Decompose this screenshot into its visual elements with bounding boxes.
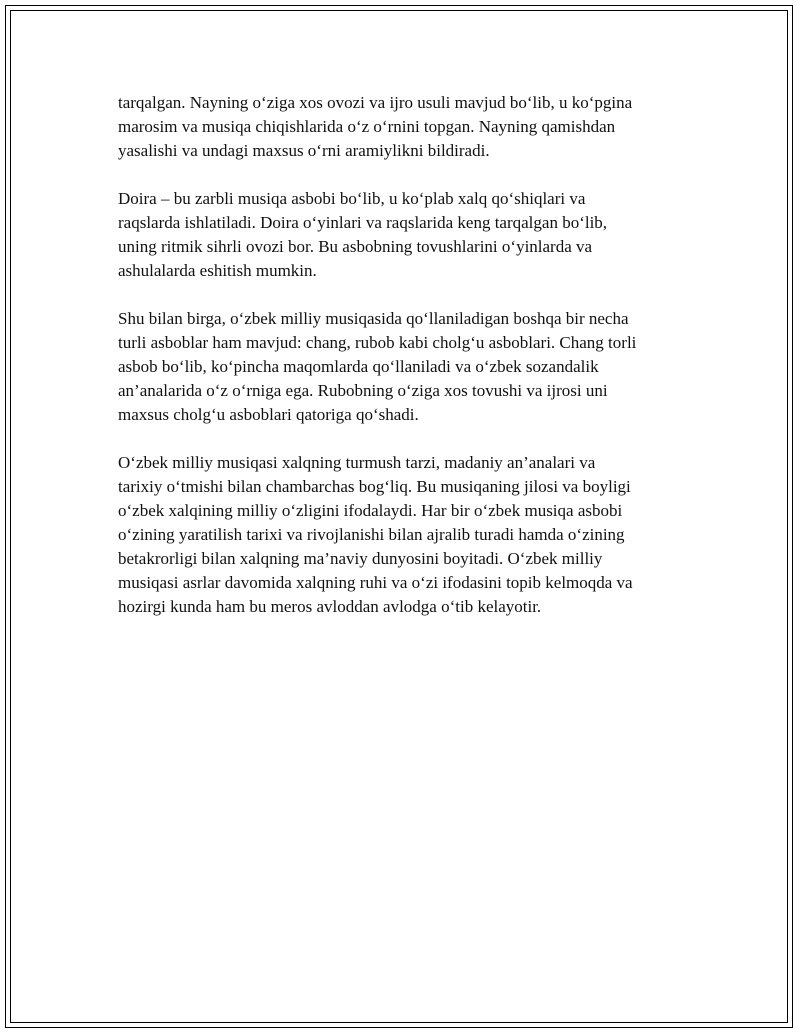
- text-line: Shu bilan birga, o‘zbek milliy musiqasida qo‘llaniladigan boshqa bir necha: [118, 309, 629, 328]
- text-line: musiqasi asrlar davomida xalqning ruhi va o‘zi ifodasini topib kelmoqda va: [118, 573, 633, 592]
- text-line: an’analarida o‘z o‘rniga ega. Rubobning o‘ziga xos tovushi va ijrosi uni: [118, 381, 608, 400]
- text-line: uning ritmik sihrli ovozi bor. Bu asbobning tovushlarini o‘yinlarda va: [118, 237, 593, 256]
- text-line: maxsus cholg‘u asboblari qatoriga qo‘shadi.: [118, 405, 419, 424]
- text-line: raqslarda ishlatiladi. Doira o‘yinlari va raqslarida keng tarqalgan bo‘lib,: [118, 213, 608, 232]
- text-line: asbob bo‘lib, ko‘pincha maqomlarda qo‘llaniladi va o‘zbek sozandalik: [118, 357, 599, 376]
- paragraph-nay: [118, 91, 698, 163]
- text-line: Doira – bu zarbli musiqa asbobi bo‘lib, u ko‘plab xalq qo‘shiqlari va: [118, 189, 586, 208]
- paragraph-doira: [118, 187, 698, 283]
- text-line: yasalishi va undagi maxsus o‘rni aramiylikni bildiradi.: [118, 141, 490, 160]
- text-line: betakrorligi bilan xalqning ma’naviy dunyosini boyitadi. O‘zbek milliy: [118, 549, 603, 568]
- text-line: o‘zbek xalqining milliy o‘zligini ifodalaydi. Har bir o‘zbek musiqa asbobi: [118, 501, 623, 520]
- paragraph-conclusion: [118, 451, 698, 619]
- text-line: ashulalarda eshitish mumkin.: [118, 261, 317, 280]
- text-line: tarixiy o‘tmishi bilan chambarchas bog‘liq. Bu musiqaning jilosi va boyligi: [118, 477, 631, 496]
- text-line: O‘zbek milliy musiqasi xalqning turmush tarzi, madaniy an’analari va: [118, 453, 596, 472]
- text-line: o‘zining yaratilish tarixi va rivojlanishi bilan ajralib turadi hamda o‘zining: [118, 525, 625, 544]
- paragraph-chang-rubob: [118, 307, 698, 427]
- text-line: tarqalgan. Nayning o‘ziga xos ovozi va ijro usuli mavjud bo‘lib, u ko‘pgina: [118, 93, 633, 112]
- text-line: hozirgi kunda ham bu meros avloddan avlodga o‘tib kelayotir.: [118, 597, 542, 616]
- text-line: marosim va musiqa chiqishlarida o‘z o‘rnini topgan. Nayning qamishdan: [118, 117, 616, 136]
- text-line: turli asboblar ham mavjud: chang, rubob kabi cholg‘u asboblari. Chang torli: [118, 333, 637, 352]
- document-body: [118, 91, 698, 643]
- document-page: [5, 5, 793, 1028]
